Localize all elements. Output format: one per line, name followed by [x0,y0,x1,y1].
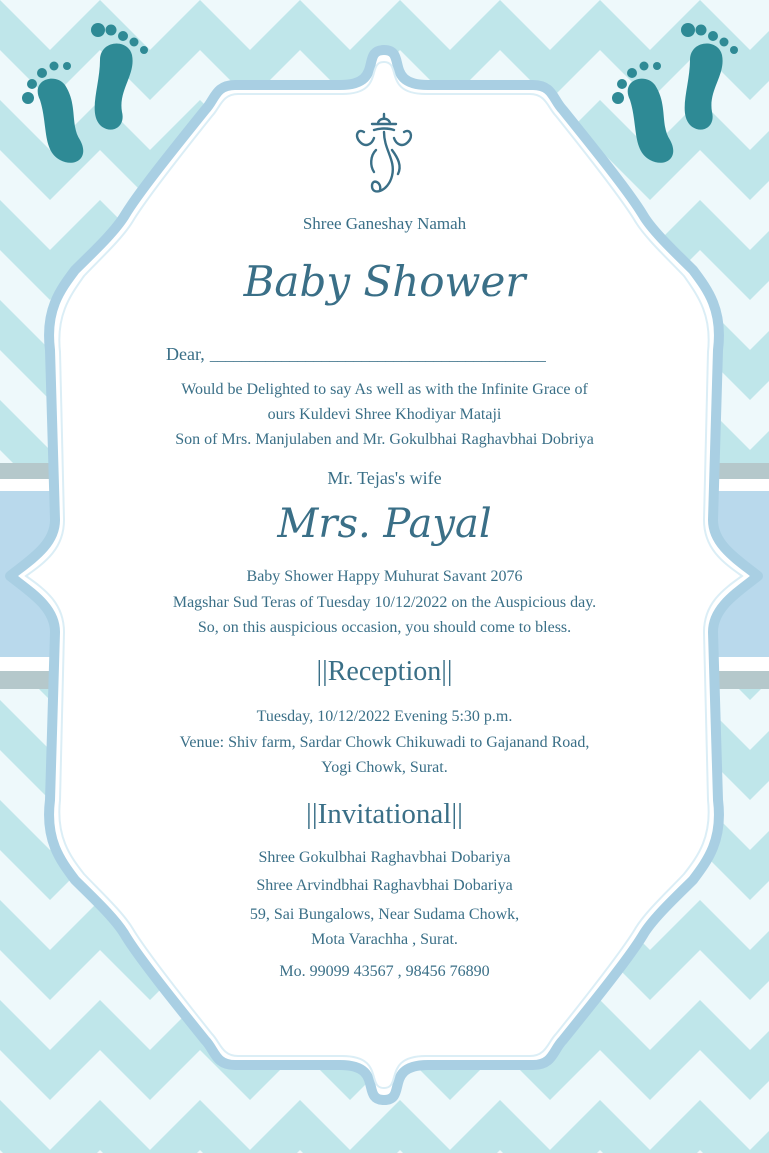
relation-line: Mr. Tejas's wife [327,468,442,488]
salutation: Shree Ganeshay Namah [302,214,467,233]
invitational-line: Shree Gokulbhai Raghavbhai Dobariya [258,849,511,866]
invitation-title: Baby Shower [243,257,526,306]
invitational-line: 59, Sai Bungalows, Near Sudama Chowk, [249,906,520,923]
intro-line: ours Kuldevi Shree Khodiyar Mataji [267,406,502,423]
muhurat-line: So, on this auspicious occasion, you should come to bless. [197,619,572,636]
contact-numbers: Mo. 99099 43567 , 98456 76890 [279,963,490,980]
intro-line: Would be Delighted to say As well as with the Infinite Grace of [181,381,588,398]
invitational-line: Shree Arvindbhai Raghavbhai Dobariya [256,877,513,894]
dear-label: Dear, [166,344,205,364]
dear-row [166,344,626,365]
reception-line: Venue: Shiv farm, Sardar Chowk Chikuwadi to Gajanand Road, [179,734,590,751]
name-blank-line: __________________________________________ [209,347,546,364]
invitational-heading: ||Invitational|| [306,798,463,830]
reception-heading: ||Reception|| [316,656,453,687]
muhurat-line: Magshar Sud Teras of Tuesday 10/12/2022 on the Auspicious day. [172,594,597,611]
muhurat-line: Baby Shower Happy Muhurat Savant 2076 [246,568,523,585]
reception-line: Tuesday, 10/12/2022 Evening 5:30 p.m. [256,708,513,725]
intro-line: Son of Mrs. Manjulaben and Mr. Gokulbhai Raghavbhai Dobriya [175,431,594,448]
reception-line: Yogi Chowk, Surat. [321,759,448,776]
guest-name: Mrs. Payal [277,501,492,547]
invitational-line: Mota Varachha , Surat. [311,931,458,948]
